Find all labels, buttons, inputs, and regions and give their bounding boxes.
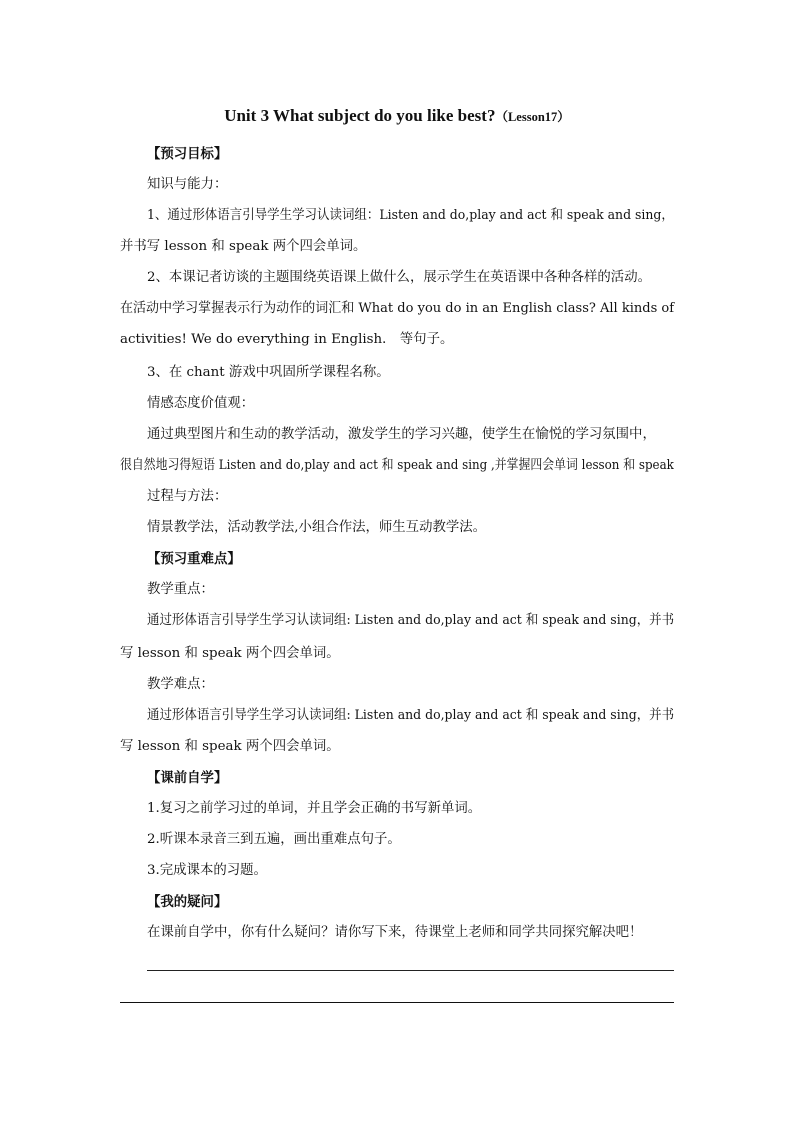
goal-item-1-line-2: 并书写 lesson 和 speak 两个四会单词。 [120,239,367,254]
subheading-knowledge-ability: 知识与能力： [147,177,228,192]
goal-item-2-line-3: activities! We do everything in English． 等句子。 [120,332,454,347]
section-heading-my-questions: 【我的疑问】 [147,894,228,910]
focus-paragraph-line-1: 通过形体语言引导学生学习认读词组: Listen and do,play and act 和 speak and sing，并书 [147,613,675,628]
title-lesson: （Lesson17） [495,110,570,124]
section-heading-key-points: 【预习重难点】 [147,551,241,567]
goal-item-1-line-1: 1、通过形体语言引导学生学习认读词组：Listen and do,play and act 和 speak and sing， [147,208,674,223]
self-study-item-2: 2.听课本录音三到五遍，画出重难点句子。 [147,832,401,847]
subheading-attitude-values: 情感态度价值观： [147,396,255,411]
answer-line-2 [120,1002,674,1003]
difficulty-paragraph-line-2: 写 lesson 和 speak 两个四会单词。 [120,739,340,754]
questions-prompt: 在课前自学中，你有什么疑问？请你写下来，待课堂上老师和同学共同探究解决吧！ [147,925,643,940]
goal-item-3: 3、在 chant 游戏中巩固所学课程名称。 [147,365,390,380]
attitude-paragraph-line-1: 通过典型图片和生动的教学活动，激发学生的学习兴趣，使学生在愉悦的学习氛围中， [147,427,656,442]
title-main: Unit 3 What subject do you like best? [224,106,496,125]
self-study-item-1: 1.复习之前学习过的单词，并且学会正确的书写新单词。 [147,801,482,816]
section-heading-self-study: 【课前自学】 [147,770,228,786]
focus-paragraph-line-2: 写 lesson 和 speak 两个四会单词。 [120,646,340,661]
subheading-teaching-focus: 教学重点： [147,582,214,597]
subheading-process-methods: 过程与方法： [147,489,228,504]
goal-item-2-line-1: 2、本课记者访谈的主题围绕英语课上做什么，展示学生在英语课中各种各样的活动。 [147,270,651,285]
attitude-paragraph-line-2: 很自然地习得短语 Listen and do,play and act 和 speak and sing ,并掌握四会单词 lesson 和 speak [120,458,674,473]
section-heading-preview-goals: 【预习目标】 [147,146,228,162]
methods-paragraph: 情景教学法，活动教学法,小组合作法，师生互动教学法。 [147,520,487,535]
subheading-teaching-difficulty: 教学难点： [147,677,214,692]
document-title [120,106,674,126]
self-study-item-3: 3.完成课本的习题。 [147,863,267,878]
goal-item-2-line-2: 在活动中学习掌握表示行为动作的词汇和 What do you do in an English class? All kinds of [120,301,675,316]
difficulty-paragraph-line-1: 通过形体语言引导学生学习认读词组: Listen and do,play and act 和 speak and sing，并书 [147,708,675,723]
answer-line-1 [147,970,674,971]
